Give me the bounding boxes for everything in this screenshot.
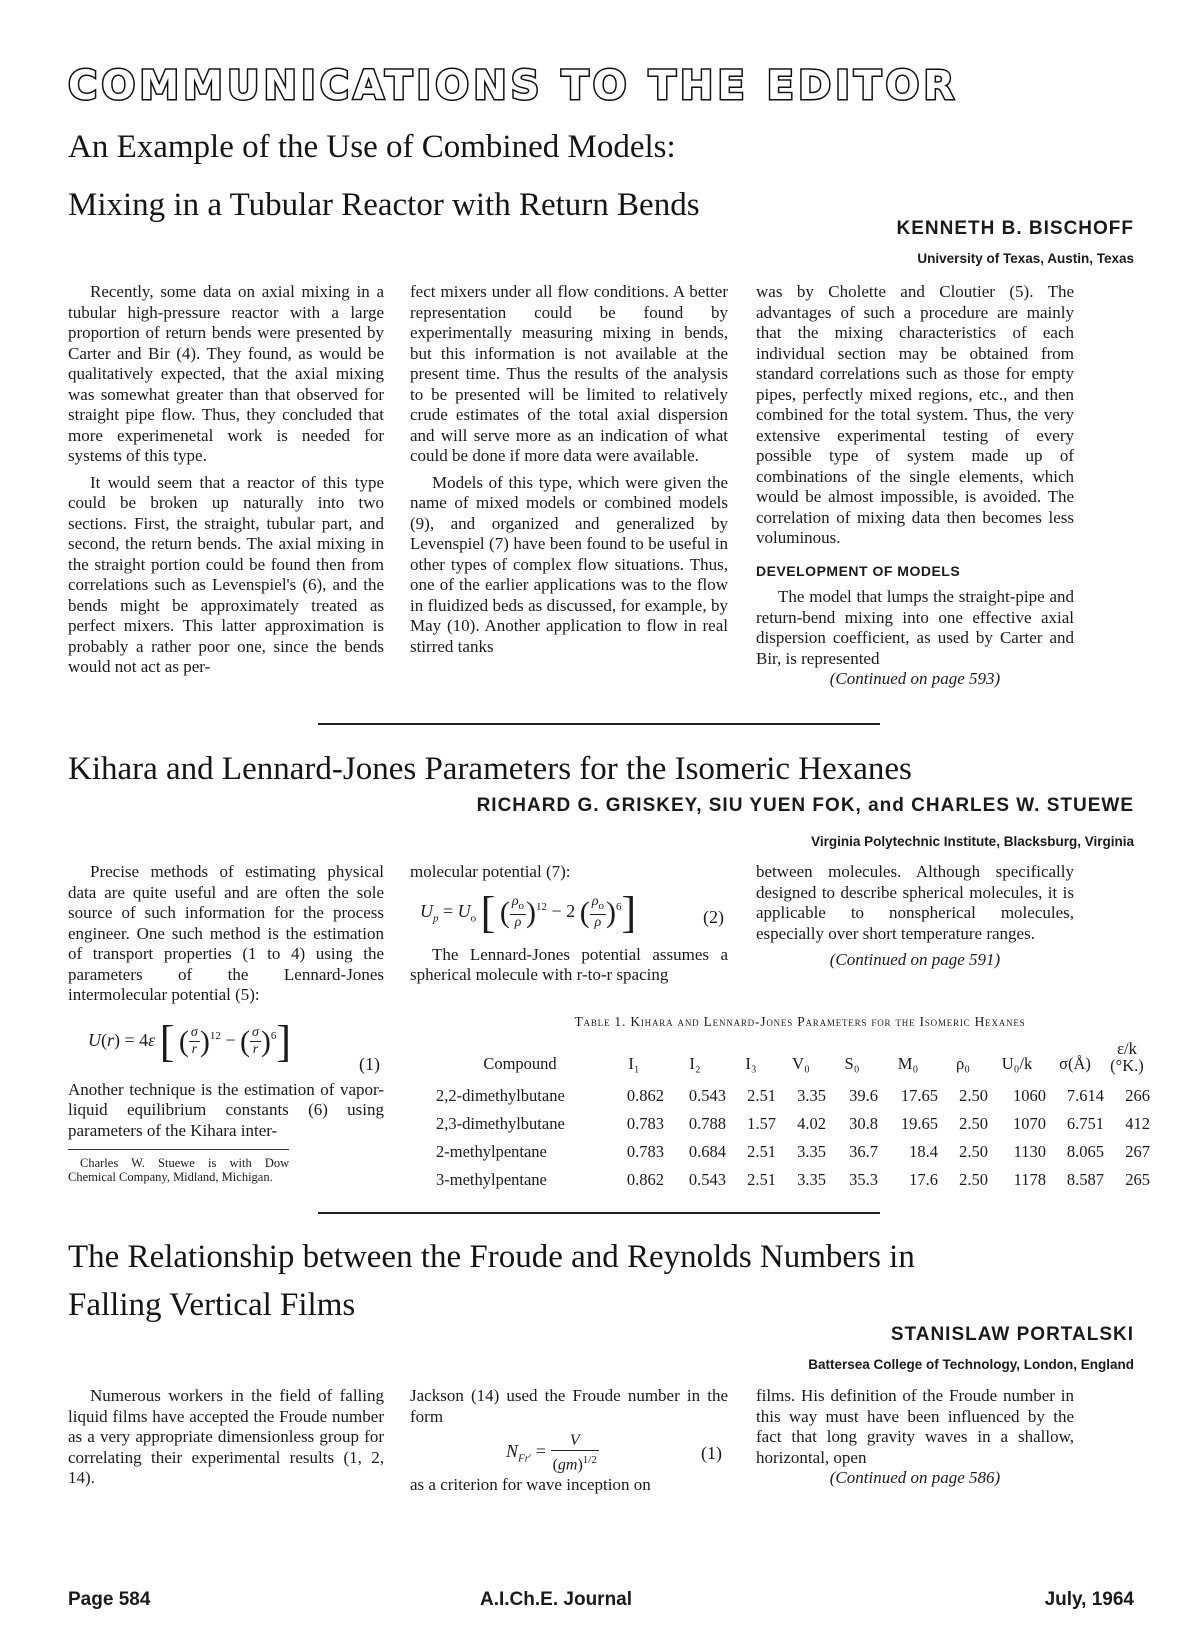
paragraph: Precise methods of estimating physical data are quite useful and are often the sole source of such information for the process engineer. One such method is the estimation of transport properties (1 to 4) using the parameters of the Lennard-Jones intermolecular potential (5): — [68, 862, 384, 1004]
section-banner: COMMUNICATIONS TO THE EDITOR — [68, 63, 959, 109]
table-body — [436, 1082, 1150, 1194]
value-cell: 0.543 — [688, 1170, 726, 1189]
value-cell: 2.51 — [747, 1142, 776, 1161]
value-cell: 267 — [1125, 1142, 1150, 1161]
column-header: Compound — [483, 1054, 557, 1073]
article1-title-line2: Mixing in a Tubular Reactor with Return Bends — [68, 187, 700, 223]
article3-title-line1: The Relationship between the Froude and Reynolds Numbers in — [68, 1239, 915, 1275]
equation-froude: $N_{Fr'}$ = $\frac{V}{(gm)^{1/2}}$ (1) — [506, 1432, 722, 1474]
value-cell: 2.50 — [959, 1142, 988, 1161]
section-heading: DEVELOPMENT OF MODELS — [756, 562, 961, 579]
column-header: I₂ — [689, 1054, 701, 1073]
value-cell: 35.3 — [849, 1170, 878, 1189]
value-cell: 0.862 — [626, 1170, 664, 1189]
compound-cell: 2-methylpentane — [436, 1142, 547, 1161]
compound-cell: 2,3-dimethylbutane — [436, 1114, 565, 1133]
page-number: Page 584 — [68, 1589, 151, 1610]
paragraph: was by Cholette and Cloutier (5). The advantages of such a procedure are mainly that the mixing characteristics of each individual section may be obtained from standard correlations such as those for empty pipes, perfectly mixed regions, etc., and then combined for the total system. Thus, the very extensive experimental testing of every possible type of system made up of combinations of the single elements, which would be almost impossible, is avoided. The correlation of mixing data then becomes less voluminous. — [756, 282, 1074, 547]
paragraph: Another technique is the estimation of vapor-liquid equilibrium constants (6) using parameters of the Kihara inter- — [68, 1079, 384, 1140]
column-header: V₀ — [792, 1054, 810, 1073]
article2-column-3 — [756, 862, 1074, 971]
value-cell: 18.4 — [909, 1142, 938, 1161]
value-cell: 19.65 — [900, 1114, 938, 1133]
footnote: Charles W. Stuewe is with Dow Chemical Company, Midland, Michigan. — [68, 1149, 289, 1184]
value-cell: 7.614 — [1066, 1086, 1104, 1105]
value-cell: 2.51 — [747, 1170, 776, 1189]
value-cell: 17.65 — [900, 1086, 938, 1105]
value-cell: 39.6 — [849, 1086, 878, 1105]
value-cell: 0.788 — [688, 1114, 726, 1133]
value-cell: 2.50 — [959, 1086, 988, 1105]
continued-note: (Continued on page 591) — [829, 950, 1001, 969]
value-cell: 0.783 — [626, 1114, 664, 1133]
article2-title: Kihara and Lennard-Jones Parameters for the Isomeric Hexanes — [68, 751, 912, 787]
article3-column-2 — [410, 1386, 728, 1496]
column-header: M₀ — [897, 1054, 919, 1073]
value-cell: 3.35 — [797, 1142, 826, 1161]
column-header: ρ₀ — [956, 1054, 970, 1073]
table-row — [436, 1110, 1150, 1138]
article3-title-line2: Falling Vertical Films — [68, 1287, 356, 1323]
continued-note: (Continued on page 593) — [829, 669, 1001, 688]
value-cell: 0.862 — [626, 1086, 664, 1105]
value-cell: 0.543 — [688, 1086, 726, 1105]
value-cell: 1.57 — [747, 1114, 776, 1133]
column-header: ε/k (°K.) — [1110, 1039, 1144, 1075]
compound-cell: 3-methylpentane — [436, 1170, 547, 1189]
table-row — [436, 1082, 1150, 1110]
column-header: I₁ — [628, 1054, 640, 1073]
article1-column-1 — [68, 282, 384, 678]
article1-column-3 — [756, 282, 1074, 690]
article3-column-3 — [756, 1386, 1074, 1489]
column-header: σ(Å) — [1059, 1054, 1091, 1073]
value-cell: 2.50 — [959, 1170, 988, 1189]
paragraph: Models of this type, which were given the name of mixed models or combined models (9), and organized and generalized by Levenspiel (7) have been found to be useful in other types of complex flow situations. Thus, one of the earlier applications was to the flow in fluidized beds as discussed, for example, by May (10). Another application to flow in real stirred tanks — [410, 472, 728, 656]
paragraph: The Lennard-Jones potential assumes a spherical molecule with r-to-r spacing — [410, 944, 728, 984]
equation-1: U(r) = 4ε [ ( $\frac{\sigma}{r}$ )$^{12}$ − ( $\frac{\sigma}{r}$ )$^6$] (1) — [88, 1016, 380, 1074]
article3-column-1 — [68, 1386, 384, 1489]
paragraph: Jackson (14) used the Froude number in the form — [410, 1386, 728, 1426]
paragraph: It would seem that a reactor of this type could be broken up naturally into two sections. First, the straight, tubular part, and second, the return bends. The axial mixing in the straight portion could be found then from correlations such as Levenspiel's (6), and the bends might be approximately treated as perfect mixers. This latter approximation is probably a rather poor one, since the bends would not act as per- — [68, 472, 384, 676]
article2-column-2 — [410, 862, 728, 986]
paragraph: Recently, some data on axial mixing in a tubular high-pressure reactor with a large proportion of return bends were presented by Carter and Bir (4). They found, as would be qualitatively expected, that the axial mixing was somewhat greater than that observed for straight pipe flow. Thus, they concluded that more experimenetal work is needed for systems of this type. — [68, 282, 384, 465]
table-title: Table 1. Kihara and Lennard-Jones Parameters for the Isomeric Hexanes — [574, 1014, 1026, 1029]
journal-name: A.I.Ch.E. Journal — [480, 1589, 633, 1610]
paragraph: Numerous workers in the field of falling liquid films have accepted the Froude number as a very appropriate dimensionless group for correlating their experimental results (1, 2, 14). — [68, 1386, 384, 1487]
value-cell: 2.51 — [747, 1086, 776, 1105]
value-cell: 30.8 — [849, 1114, 878, 1133]
value-cell: 36.7 — [849, 1142, 878, 1161]
value-cell: 6.751 — [1066, 1114, 1104, 1133]
continued-note: (Continued on page 586) — [829, 1468, 1001, 1487]
divider-rule — [318, 1212, 880, 1214]
equation-number: (1) — [701, 1443, 722, 1463]
value-cell: 1060 — [1013, 1086, 1046, 1105]
value-cell: 1130 — [1013, 1142, 1046, 1161]
paragraph: as a criterion for wave inception on — [410, 1475, 651, 1494]
paragraph: The model that lumps the straight-pipe and return-bend mixing into one effective axial dispersion coefficient, as used by Carter and Bir, is represented — [756, 587, 1074, 668]
equation-number: (1) — [359, 1053, 380, 1074]
value-cell: 1070 — [1013, 1114, 1046, 1133]
equation-2: $U_p = U_o$ [ ( $\frac{\rho_o}{\rho}$ )$^{12}$ − 2 ( $\frac{\rho_o}{\rho}$ )$^6$] (2) — [420, 887, 724, 937]
article2-column-1 — [68, 862, 384, 1184]
table-row — [436, 1138, 1150, 1166]
value-cell: 8.065 — [1066, 1142, 1104, 1161]
article1-affiliation: University of Texas, Austin, Texas — [917, 251, 1134, 266]
table-header-row — [436, 1040, 1150, 1082]
column-header: I₃ — [745, 1054, 757, 1073]
column-header: U₀/k — [1001, 1054, 1033, 1073]
issue-date: July, 1964 — [1044, 1589, 1134, 1610]
value-cell: 0.783 — [626, 1142, 664, 1161]
article3-author: STANISLAW PORTALSKI — [890, 1324, 1134, 1345]
paragraph: fect mixers under all flow conditions. A better representation could be found by experimentally measuring mixing in bends, but this information is not available at the present time. Thus the results of the analysis to be presented will be limited to relatively crude estimates of the total axial dispersion and will serve more as an indication of what could be done if more data were available. — [410, 282, 728, 465]
value-cell: 265 — [1125, 1170, 1150, 1189]
value-cell: 3.35 — [797, 1086, 826, 1105]
value-cell: 1178 — [1013, 1170, 1046, 1189]
article1-title-line1: An Example of the Use of Combined Models: — [68, 129, 676, 165]
value-cell: 3.35 — [797, 1170, 826, 1189]
column-header: S₀ — [844, 1054, 860, 1073]
paragraph: molecular potential (7): — [410, 862, 571, 881]
value-cell: 8.587 — [1066, 1170, 1104, 1189]
article1-column-2 — [410, 282, 728, 657]
compound-cell: 2,2-dimethylbutane — [436, 1086, 565, 1105]
value-cell: 17.6 — [909, 1170, 938, 1189]
article2-affiliation: Virginia Polytechnic Institute, Blacksburg, Virginia — [811, 834, 1134, 849]
value-cell: 412 — [1125, 1114, 1150, 1133]
paragraph: between molecules. Although specifically designed to describe spherical molecules, it is applicable to nonspherical molecules, especially over short temperature ranges. — [756, 862, 1074, 943]
paragraph: films. His definition of the Froude number in this way must have been influenced by the fact that long gravity waves in a shallow, horizontal, open — [756, 1386, 1074, 1467]
article3-affiliation: Battersea College of Technology, London, England — [808, 1357, 1134, 1372]
value-cell: 2.50 — [959, 1114, 988, 1133]
article2-authors: RICHARD G. GRISKEY, SIU YUEN FOK, and CHARLES W. STUEWE — [476, 795, 1134, 816]
article1-author: KENNETH B. BISCHOFF — [896, 218, 1134, 239]
value-cell: 266 — [1125, 1086, 1150, 1105]
value-cell: 0.684 — [688, 1142, 726, 1161]
divider-rule — [318, 723, 880, 725]
table-row — [436, 1166, 1150, 1194]
value-cell: 4.02 — [797, 1114, 826, 1133]
parameters-table — [436, 1040, 1150, 1194]
equation-number: (2) — [703, 906, 724, 927]
